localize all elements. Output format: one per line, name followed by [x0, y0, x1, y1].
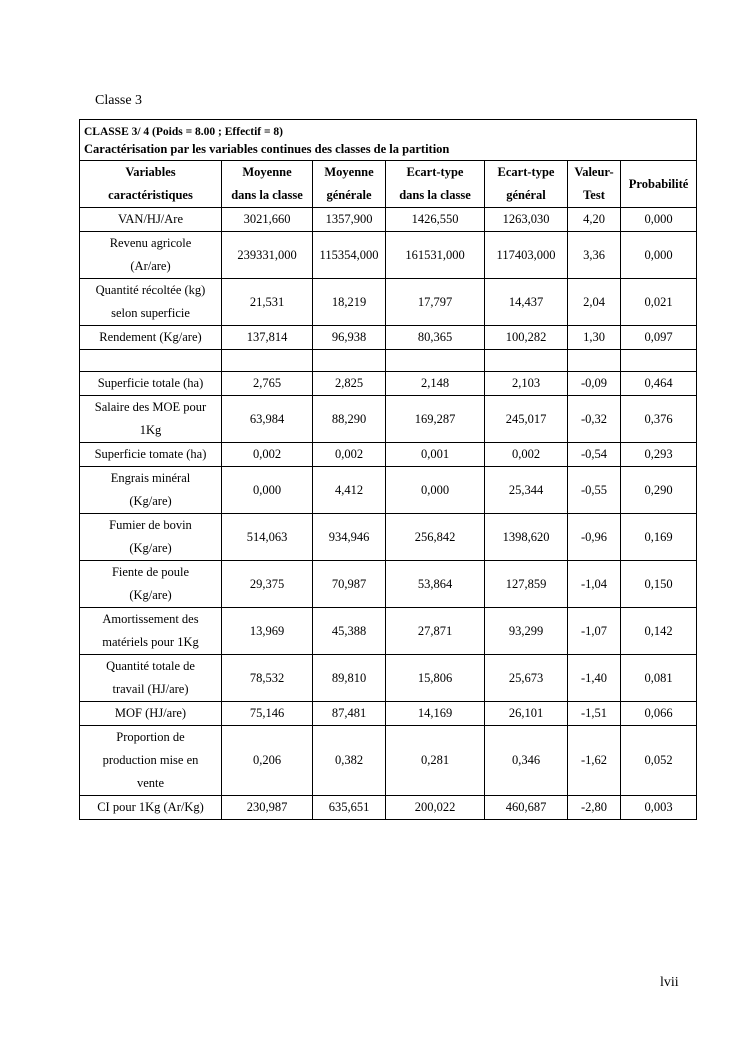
- cell-probabilite: 0,000: [621, 208, 697, 232]
- variable-label-line: 1Kg: [139, 423, 162, 437]
- characterization-table: [79, 119, 697, 820]
- variable-label-line: Superficie tomate (ha): [94, 447, 207, 461]
- table-row: [80, 443, 697, 467]
- cell-ecart-classe: 256,842: [386, 514, 485, 561]
- header-moyenne-generale: Moyenne générale: [313, 161, 386, 208]
- variable-label-line: Fiente de poule: [111, 565, 190, 579]
- cell-ecart-classe: 14,169: [386, 702, 485, 726]
- cell-moy-classe: 230,987: [222, 796, 313, 820]
- variable-label-line: (Kg/are): [129, 588, 172, 602]
- cell-variable: [80, 655, 222, 702]
- empty-cell: [621, 350, 697, 372]
- cell-moy-classe: 3021,660: [222, 208, 313, 232]
- cell-valeur-test: -1,07: [568, 608, 621, 655]
- cell-variable: [80, 514, 222, 561]
- cell-moy-classe: 0,206: [222, 726, 313, 796]
- cell-ecart-classe: 169,287: [386, 396, 485, 443]
- cell-ecart-general: 1398,620: [485, 514, 568, 561]
- table-row: [80, 326, 697, 350]
- header-ecart-type-classe: Ecart-type dans la classe: [386, 161, 485, 208]
- cell-moy-generale: 4,412: [313, 467, 386, 514]
- cell-ecart-classe: 0,281: [386, 726, 485, 796]
- cell-valeur-test: -0,09: [568, 372, 621, 396]
- variable-label-line: production mise en: [102, 753, 199, 767]
- cell-ecart-classe: 17,797: [386, 279, 485, 326]
- cell-ecart-general: 25,673: [485, 655, 568, 702]
- cell-moy-classe: 0,002: [222, 443, 313, 467]
- table-row: [80, 514, 697, 561]
- cell-ecart-general: 0,346: [485, 726, 568, 796]
- variable-label-line: travail (HJ/are): [112, 682, 189, 696]
- cell-valeur-test: -2,80: [568, 796, 621, 820]
- variable-label-line: Quantité totale de: [106, 659, 195, 673]
- cell-probabilite: 0,376: [621, 396, 697, 443]
- table-row: [80, 232, 697, 279]
- cell-ecart-general: 14,437: [485, 279, 568, 326]
- variable-label-line: CI pour 1Kg (Ar/Kg): [97, 800, 204, 814]
- cell-valeur-test: 4,20: [568, 208, 621, 232]
- table-row: [80, 796, 697, 820]
- cell-variable: [80, 702, 222, 726]
- variable-label-line: selon superficie: [111, 306, 190, 320]
- cell-moy-classe: 13,969: [222, 608, 313, 655]
- empty-cell: [313, 350, 386, 372]
- variable-label-line: (Kg/are): [129, 541, 172, 555]
- cell-variable: [80, 796, 222, 820]
- table-row: [80, 372, 697, 396]
- cell-moy-classe: 514,063: [222, 514, 313, 561]
- cell-ecart-classe: 0,000: [386, 467, 485, 514]
- variable-label-line: Quantité récoltée (kg): [95, 283, 206, 297]
- header-moyenne-classe: Moyenne dans la classe: [222, 161, 313, 208]
- cell-probabilite: 0,066: [621, 702, 697, 726]
- variable-label-line: Fumier de bovin: [109, 518, 192, 532]
- table-title-class: CLASSE 3/ 4 (Poids = 8.00 ; Effectif = 8): [84, 126, 284, 138]
- cell-probabilite: 0,052: [621, 726, 697, 796]
- cell-probabilite: 0,464: [621, 372, 697, 396]
- variable-label-line: Rendement (Kg/are): [99, 330, 202, 344]
- cell-moy-generale: 87,481: [313, 702, 386, 726]
- variable-label-line: Proportion de: [116, 730, 185, 744]
- variable-label-line: matériels pour 1Kg: [102, 635, 199, 649]
- cell-moy-generale: 88,290: [313, 396, 386, 443]
- cell-valeur-test: -0,32: [568, 396, 621, 443]
- table-row: [80, 208, 697, 232]
- cell-ecart-classe: 15,806: [386, 655, 485, 702]
- cell-variable: [80, 467, 222, 514]
- cell-variable: [80, 208, 222, 232]
- empty-cell: [568, 350, 621, 372]
- cell-moy-classe: 78,532: [222, 655, 313, 702]
- cell-variable: [80, 443, 222, 467]
- cell-valeur-test: -0,54: [568, 443, 621, 467]
- empty-cell: [386, 350, 485, 372]
- header-probabilite: Probabilité: [621, 161, 697, 208]
- table-title-description: Caractérisation par les variables continues des classes de la partition: [84, 142, 450, 156]
- cell-ecart-general: 93,299: [485, 608, 568, 655]
- variable-label-line: Superficie totale (ha): [97, 376, 204, 390]
- cell-ecart-general: 127,859: [485, 561, 568, 608]
- cell-probabilite: 0,150: [621, 561, 697, 608]
- cell-ecart-classe: 27,871: [386, 608, 485, 655]
- cell-moy-generale: 96,938: [313, 326, 386, 350]
- characterization-table-container: [79, 119, 696, 820]
- cell-ecart-classe: 200,022: [386, 796, 485, 820]
- cell-valeur-test: -0,55: [568, 467, 621, 514]
- table-row: [80, 467, 697, 514]
- cell-moy-classe: 137,814: [222, 326, 313, 350]
- variable-label-line: (Kg/are): [129, 494, 172, 508]
- cell-variable: [80, 279, 222, 326]
- cell-ecart-classe: 0,001: [386, 443, 485, 467]
- cell-probabilite: 0,169: [621, 514, 697, 561]
- empty-cell: [222, 350, 313, 372]
- cell-ecart-general: 2,103: [485, 372, 568, 396]
- cell-ecart-general: 245,017: [485, 396, 568, 443]
- cell-moy-generale: 115354,000: [313, 232, 386, 279]
- cell-ecart-classe: 53,864: [386, 561, 485, 608]
- cell-probabilite: 0,081: [621, 655, 697, 702]
- cell-moy-generale: 18,219: [313, 279, 386, 326]
- cell-ecart-classe: 80,365: [386, 326, 485, 350]
- separator-row: [80, 350, 697, 372]
- cell-probabilite: 0,003: [621, 796, 697, 820]
- table-row: [80, 726, 697, 796]
- cell-moy-generale: 934,946: [313, 514, 386, 561]
- table-title-cell: [80, 120, 697, 161]
- cell-moy-classe: 2,765: [222, 372, 313, 396]
- cell-moy-classe: 239331,000: [222, 232, 313, 279]
- table-row: [80, 279, 697, 326]
- cell-moy-generale: 70,987: [313, 561, 386, 608]
- table-row: [80, 702, 697, 726]
- cell-moy-generale: 89,810: [313, 655, 386, 702]
- cell-moy-generale: 0,002: [313, 443, 386, 467]
- cell-moy-generale: 1357,900: [313, 208, 386, 232]
- header-valeur-test: Valeur- Test: [568, 161, 621, 208]
- cell-moy-generale: 635,651: [313, 796, 386, 820]
- cell-variable: [80, 608, 222, 655]
- cell-ecart-general: 117403,000: [485, 232, 568, 279]
- cell-variable: [80, 726, 222, 796]
- cell-ecart-general: 0,002: [485, 443, 568, 467]
- header-variables: Variables caractéristiques: [80, 161, 222, 208]
- variable-label-line: (Ar/are): [130, 259, 171, 273]
- cell-ecart-general: 25,344: [485, 467, 568, 514]
- cell-valeur-test: 3,36: [568, 232, 621, 279]
- table-title-row: [80, 120, 697, 161]
- cell-valeur-test: -1,62: [568, 726, 621, 796]
- cell-ecart-general: 460,687: [485, 796, 568, 820]
- variable-label-line: VAN/HJ/Are: [117, 212, 184, 226]
- variable-label-line: MOF (HJ/are): [114, 706, 187, 720]
- variable-label-line: Engrais minéral: [110, 471, 191, 485]
- cell-valeur-test: -1,04: [568, 561, 621, 608]
- cell-valeur-test: 2,04: [568, 279, 621, 326]
- cell-probabilite: 0,097: [621, 326, 697, 350]
- cell-moy-classe: 0,000: [222, 467, 313, 514]
- cell-moy-generale: 45,388: [313, 608, 386, 655]
- variable-label-line: Salaire des MOE pour: [94, 400, 207, 414]
- cell-ecart-general: 1263,030: [485, 208, 568, 232]
- cell-moy-classe: 75,146: [222, 702, 313, 726]
- cell-variable: [80, 561, 222, 608]
- variable-label-line: vente: [136, 776, 165, 790]
- cell-moy-generale: 2,825: [313, 372, 386, 396]
- header-ecart-type-general: Ecart-type général: [485, 161, 568, 208]
- cell-probabilite: 0,021: [621, 279, 697, 326]
- cell-ecart-classe: 1426,550: [386, 208, 485, 232]
- cell-variable: [80, 396, 222, 443]
- table-row: [80, 561, 697, 608]
- table-row: [80, 608, 697, 655]
- variable-label-line: Revenu agricole: [109, 236, 192, 250]
- cell-probabilite: 0,142: [621, 608, 697, 655]
- cell-ecart-classe: 161531,000: [386, 232, 485, 279]
- variable-label-line: Amortissement des: [102, 612, 199, 626]
- cell-probabilite: 0,000: [621, 232, 697, 279]
- table-row: [80, 396, 697, 443]
- cell-variable: [80, 372, 222, 396]
- cell-ecart-general: 100,282: [485, 326, 568, 350]
- empty-cell: [485, 350, 568, 372]
- cell-variable: [80, 232, 222, 279]
- table-row: [80, 655, 697, 702]
- cell-probabilite: 0,290: [621, 467, 697, 514]
- page-number: lvii: [660, 975, 679, 990]
- cell-moy-classe: 21,531: [222, 279, 313, 326]
- empty-cell: [80, 350, 222, 372]
- table-header-row: [80, 161, 697, 208]
- cell-valeur-test: -1,51: [568, 702, 621, 726]
- cell-moy-classe: 63,984: [222, 396, 313, 443]
- cell-valeur-test: -1,40: [568, 655, 621, 702]
- cell-valeur-test: 1,30: [568, 326, 621, 350]
- cell-probabilite: 0,293: [621, 443, 697, 467]
- cell-moy-classe: 29,375: [222, 561, 313, 608]
- cell-moy-generale: 0,382: [313, 726, 386, 796]
- section-heading: Classe 3: [95, 93, 143, 108]
- cell-ecart-classe: 2,148: [386, 372, 485, 396]
- cell-valeur-test: -0,96: [568, 514, 621, 561]
- cell-variable: [80, 326, 222, 350]
- cell-ecart-general: 26,101: [485, 702, 568, 726]
